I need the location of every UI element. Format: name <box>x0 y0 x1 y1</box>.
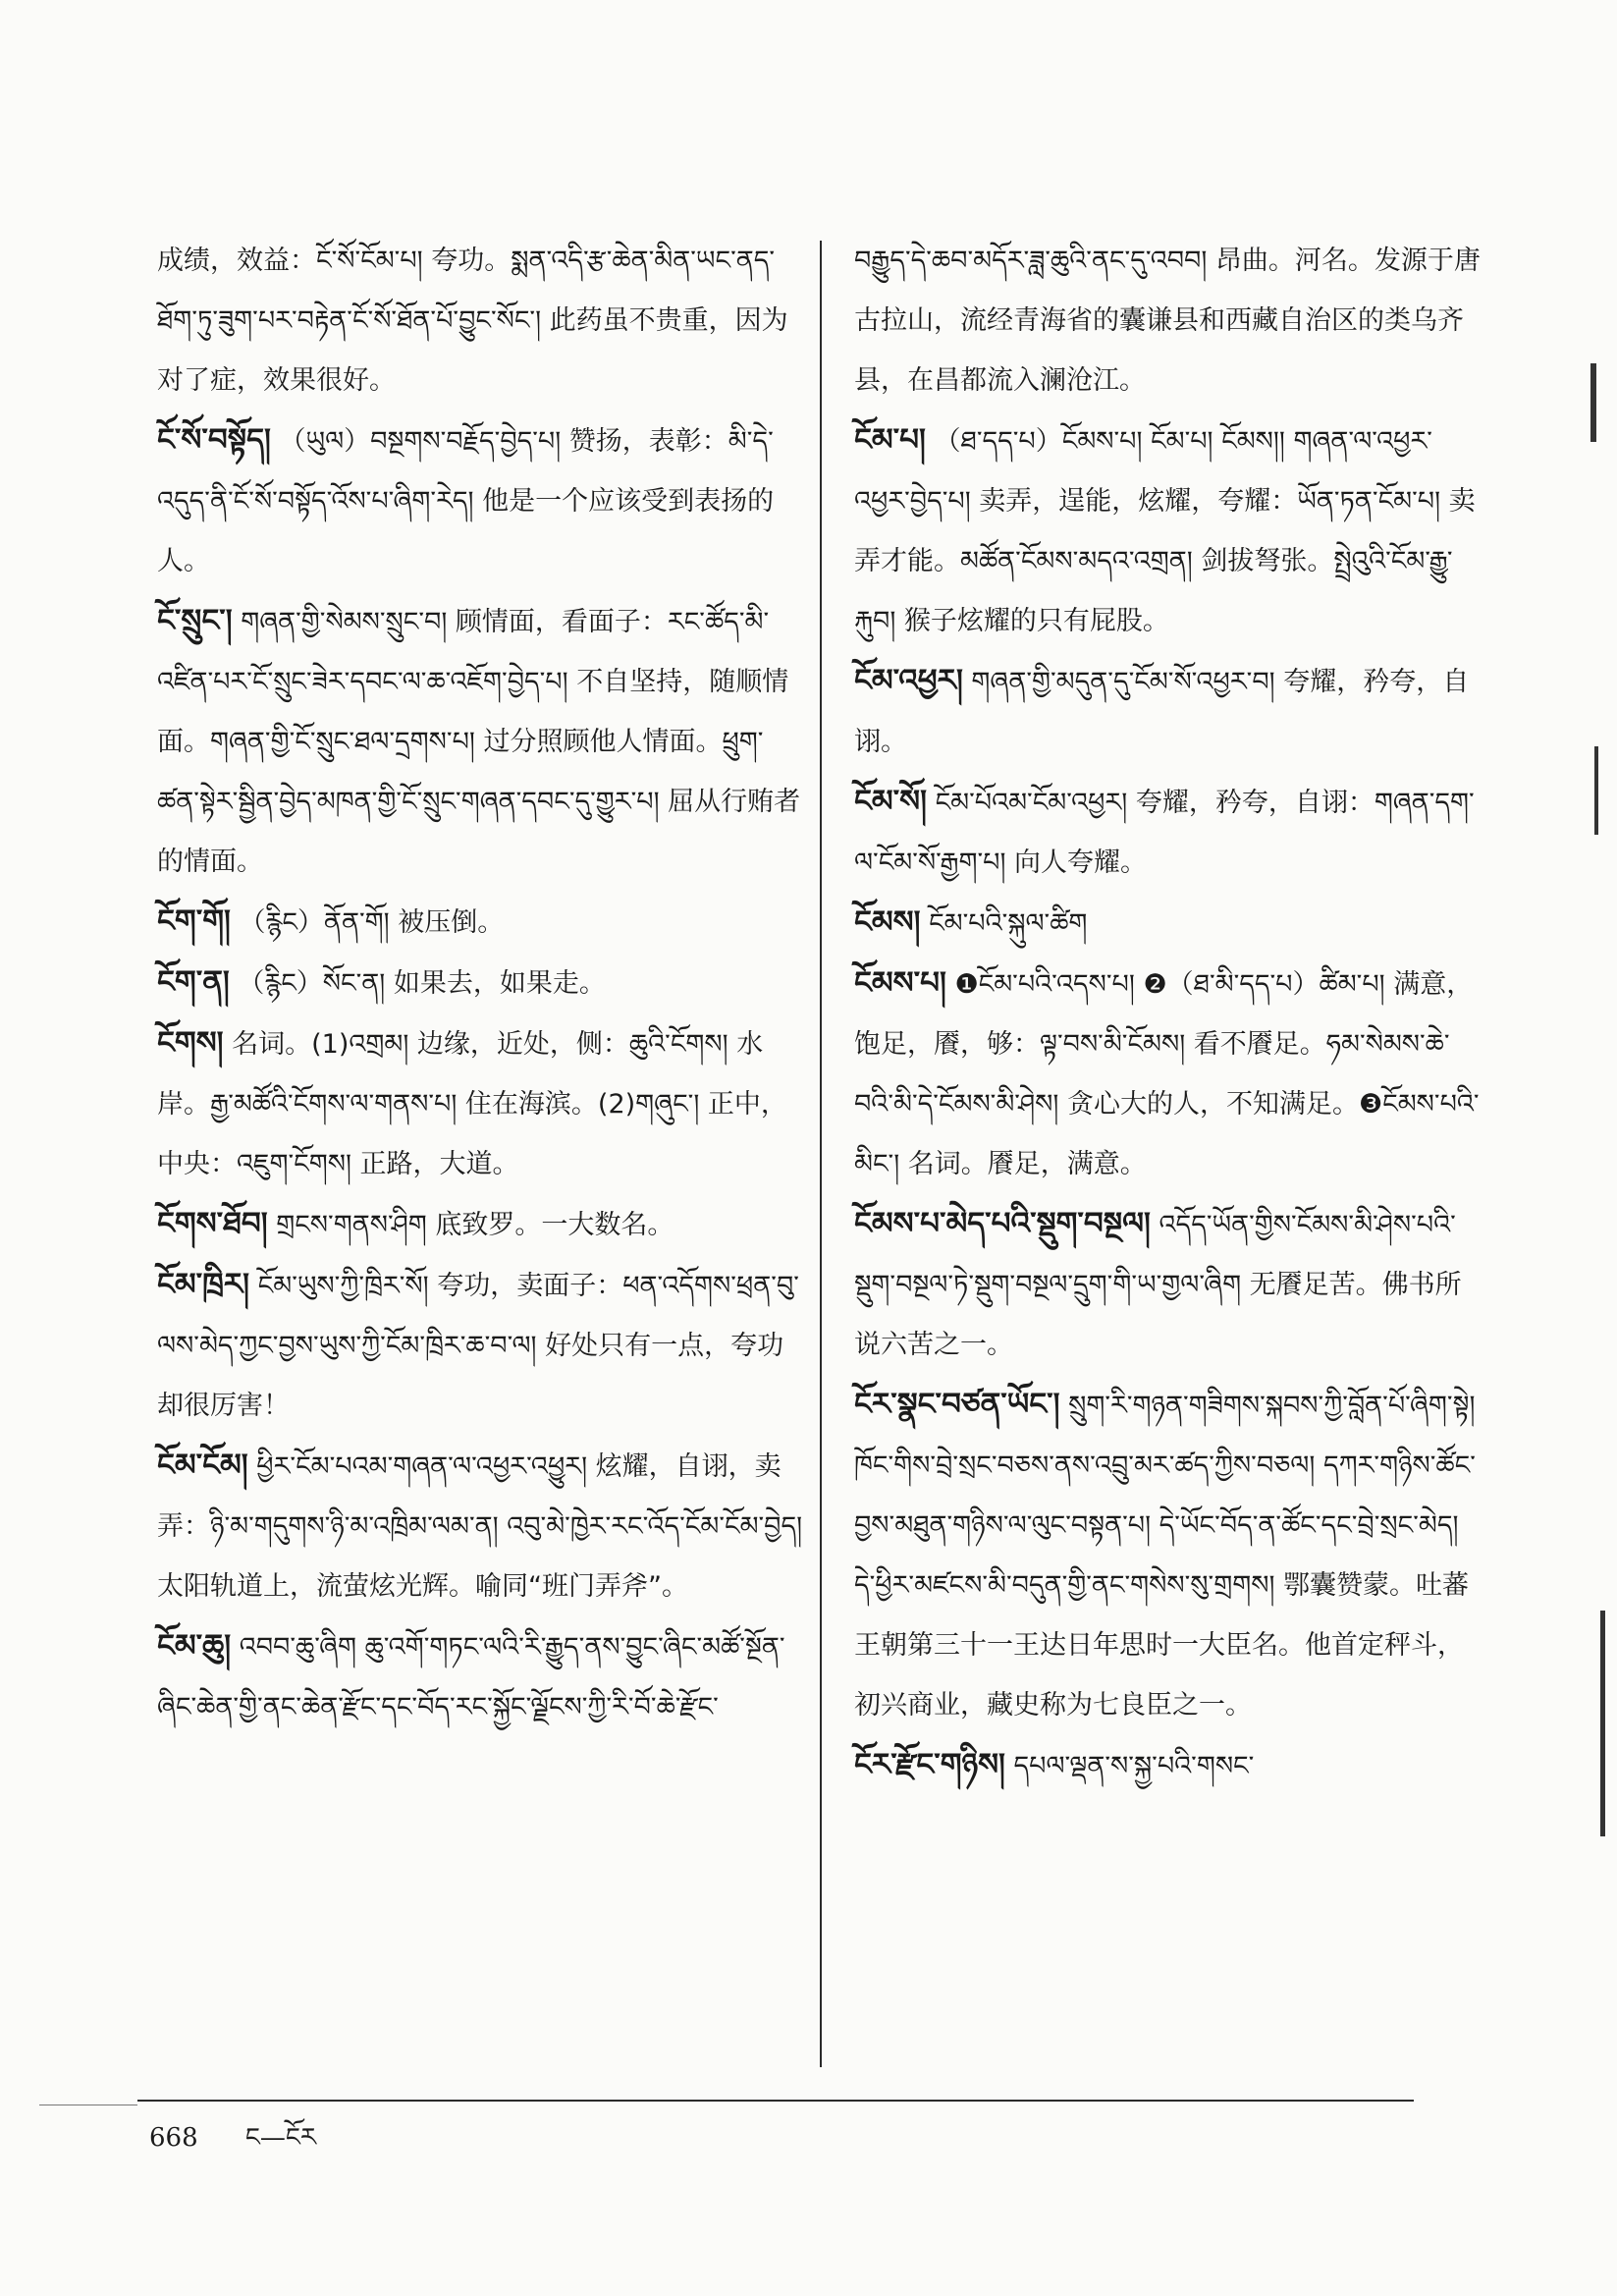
entry-headword: ངོག་གོ། <box>157 903 231 939</box>
entry-headword: ངོམ་པ། <box>854 422 926 458</box>
dictionary-entry <box>157 231 805 410</box>
entry-headword: ངོམ་ཆུ། <box>157 1628 232 1664</box>
entry-headword: ངོར་སྣང་བཙན་ཡོང་། <box>854 1387 1060 1422</box>
entry-definition: ངོམ་པའི་སྐུལ་ཚིག <box>929 908 1088 939</box>
entry-definition: （ཡུལ）བསྔགས་བརྗོད་བྱེད་པ། 赞扬，表彰：མི་དེ་འདུད་ནི་ངོ་སོ་བསྟོད་འོས་པ་ཞིག་རེད། 他是一个应该受到表扬的人。 <box>157 426 775 576</box>
dictionary-entry <box>157 1013 805 1194</box>
entry-definition: གྲངས་གནས་ཤིག 底致罗。一大数名。 <box>276 1210 674 1240</box>
dictionary-entry <box>157 1436 805 1616</box>
entry-headword: ངོམ་ཁྲིར། <box>157 1267 250 1302</box>
entry-definition: ངོམ་པོའམ་ངོམ་འཕྱར། 夸耀，矜夸，自诩：གཞན་དག་ལ་ངོམ་སོ་རྒྱག་པ། 向人夸耀。 <box>854 788 1475 878</box>
entry-definition: 成绩，效益：ངོ་སོ་ངོམ་པ། 夸功。སྨན་འདི་རྩ་ཆེན་མིན་ཡང་ནད་ཐོག་ཏུ་ཟུག་པར་བརྟེན་ངོ་སོ་ཐོན་པོ་བྱུང་སོང་། 此药虽不贵重，因为对了症，效果很好。 <box>157 246 788 396</box>
entry-definition: འདོད་ཡོན་གྱིས་ངོམས་མི་ཤེས་པའི་སྡུག་བསྔལ་ཏེ་སྡུག་བསྔལ་དྲུག་གི་ཡ་གྱལ་ཞིག 无餍足苦。佛书所说六苦之一。 <box>854 1210 1462 1360</box>
entry-headword: ངོམས་པ་མེད་པའི་སྡུག་བསྔལ། <box>854 1206 1151 1241</box>
entry-definition: ❶ངོམ་པའི་འདས་པ། ❷（ཐ་མི་དད་པ）ཚིམ་པ། 满意，饱足，餍，够：ལྟ་བས་མི་ངོམས། 看不餍足。ཧམ་སེམས་ཆེ་བའི་མི་དེ་ངོམས་མི་ཤེས། 贪心大的人，不知满足。❸ངོམས་པའི་མིང་། 名词。餍足，满意。 <box>854 969 1480 1179</box>
dictionary-entry <box>854 1194 1482 1375</box>
column-divider <box>820 241 822 2067</box>
dictionary-entry <box>157 1255 805 1436</box>
dictionary-entry <box>854 1735 1482 1796</box>
entry-headword: ངོག་ན། <box>157 964 230 1000</box>
entry-definition: ངོམ་ཡུས་ཀྱི་ཁྲིར་སོ། 夸功，卖面子：ཕན་འདོགས་ཕྲན་བུ་ལས་མེད་ཀྱང་བྱས་ཡུས་ཀྱི་ངོམ་ཁྲིར་ཆ་བ་ལ། 好处只有一点，夸功却很厉害！ <box>157 1271 799 1421</box>
entry-headword: ངོམ་ངོམ། <box>157 1448 248 1483</box>
dictionary-entry <box>854 772 1482 893</box>
entry-definition: དཔལ་ལྡན་ས་སྐྱ་པའི་གསང་ <box>1013 1751 1255 1781</box>
dictionary-entry <box>854 231 1482 410</box>
scan-edge-mark <box>1590 363 1596 442</box>
dictionary-entry <box>854 893 1482 954</box>
entry-headword: ངོམས། <box>854 904 921 940</box>
dictionary-entry <box>854 410 1482 651</box>
dictionary-entry <box>854 1375 1482 1735</box>
entry-definition: གཞན་གྱི་མདུན་དུ་ངོམ་སོ་འཕྱར་བ། 夸耀，矜夸，自诩。 <box>854 667 1470 757</box>
footer-rule <box>137 2100 1414 2102</box>
page-range: ང—ངོར <box>244 2123 317 2153</box>
left-column <box>157 231 805 1737</box>
entry-headword: ངོ་སྲུང་། <box>157 603 233 638</box>
entry-definition: བརྒྱུད་དེ་ཆབ་མདོར་ཟླ་ཆུའི་ནང་དུ་འབབ། 昂曲。河名。发源于唐古拉山，流经青海省的囊谦县和西藏自治区的类乌齐县，在昌都流入澜沧江。 <box>854 246 1481 396</box>
entry-definition: ཕྱིར་ངོམ་པའམ་གཞན་ལ་འཕྱར་འཕྱུར། 炫耀，自诩，卖弄：ཉི་མ་གདུགས་ཉི་མ་འཁྲིམ་ལམ་ན། འབུ་མེ་ཁྱེར་རང་འོད་ངོམ་ངོམ་བྱེད། 太阳轨道上，流萤炫光辉。喻同“班门弄斧”。 <box>157 1451 803 1602</box>
entry-definition: （རྙིང）ནོན་གོ། 被压倒。 <box>239 907 505 938</box>
entry-headword: ངོམ་འཕྱར། <box>854 663 963 698</box>
scan-edge-mark <box>1594 746 1598 835</box>
entry-headword: ངོམས་པ། <box>854 965 946 1001</box>
right-column <box>854 231 1482 1796</box>
entry-headword: ངོར་རྫོང་གཉིས། <box>854 1747 1005 1782</box>
dictionary-entry <box>854 651 1482 772</box>
entry-headword: ངོ་སོ་བསྟོད། <box>157 422 271 458</box>
entry-headword: ངོམ་སོ། <box>854 784 927 819</box>
entry-definition: གཞན་གྱི་སེམས་སྲུང་བ། 顾情面，看面子：རང་ཚོད་མི་འཛིན་པར་ངོ་སྲུང་ཟེར་དབང་ལ་ཆ་འཇོག་བྱེད་པ། 不自坚持，随顺情面。གཞན་གྱི་ངོ་སྲུང་ཐལ་དྲགས་པ། 过分照顾他人情面。ཕྲུག་ཚན་སྟེར་སྦྱིན་བྱེད་མཁན་གྱི་ངོ་སྲུང་གཞན་དབང་དུ་གྱུར་པ། 屈从行贿者的情面。 <box>157 607 801 877</box>
dictionary-entry <box>854 954 1482 1194</box>
dictionary-entry <box>157 591 805 892</box>
entry-definition: སྲུག་རི་གཉན་གཟིགས་སྐབས་ཀྱི་བློན་པོ་ཞིག་སྟེ། ཁོང་གིས་བྲེ་སྲང་བཅས་ནས་འབྲུ་མར་ཚད་ཀྱིས་བཅལ། དཀར་གཉིས་ཚོང་བྱས་མཐུན་གཉིས་ལ་ལུང་བསྟན་པ། དེ་ཡོང་བོད་ན་ཚོང་དང་བྲེ་སྲང་མེད། དེ་ཕྱིར་མཛངས་མི་བདུན་གྱི་ནང་གསེས་སུ་གྲགས། 鄂囊赞蒙。吐蕃王朝第三十一王达日年思时一大臣名。他首定秤斗，初兴商业，藏史称为七良臣之一。 <box>854 1391 1476 1721</box>
page-number: 668 <box>149 2123 198 2153</box>
dictionary-entry <box>157 1194 805 1255</box>
entry-definition: （ཐ་དད་པ）ངོམས་པ། ངོམ་པ། ངོམས།། གཞན་ལ་འཕྱར་འཕྱར་བྱེད་པ། 卖弄，逞能，炫耀，夸耀：ཡོན་ཏན་ངོམ་པ། 卖弄才能。མཚོན་ངོམས་མདའ་འགྲན། 剑拔弩张。སྤྲེའུའི་ངོམ་རྒྱུ་རྐུབ། 猴子炫耀的只有屁股。 <box>854 426 1476 636</box>
scan-edge-mark <box>1600 1611 1605 1836</box>
entry-definition: 名词。(1)འགྲམ། 边缘，近处，侧：ཆུའི་ངོགས། 水岸。རྒྱ་མཚོའི་ངོགས་ལ་གནས་པ། 住在海滨。(2)གཞུང་། 正中，中央：འཇུག་ངོགས། 正路，大道。 <box>157 1029 787 1179</box>
dictionary-entry <box>157 892 805 953</box>
entry-definition: （རྙིང）སོང་ན། 如果去，如果走。 <box>238 968 606 999</box>
dictionary-entry <box>157 410 805 591</box>
dictionary-entry <box>157 953 805 1013</box>
entry-definition: འབབ་ཆུ་ཞིག ཆུ་འགོ་གཏང་ལའི་རི་རྒྱུད་ནས་བྱུང་ཞིང་མཚོ་སྔོན་ཞིང་ཆེན་གྱི་ནང་ཆེན་རྫོང་དང་བོད་རང་སྐྱོང་ལྗོངས་ཀྱི་རི་བོ་ཆེ་རྫོང་ <box>157 1632 785 1722</box>
entry-headword: ངོགས། <box>157 1025 224 1061</box>
entry-headword: ངོགས་ཐོབ། <box>157 1206 268 1241</box>
page-footer <box>149 2109 316 2181</box>
dictionary-entry <box>157 1616 805 1737</box>
